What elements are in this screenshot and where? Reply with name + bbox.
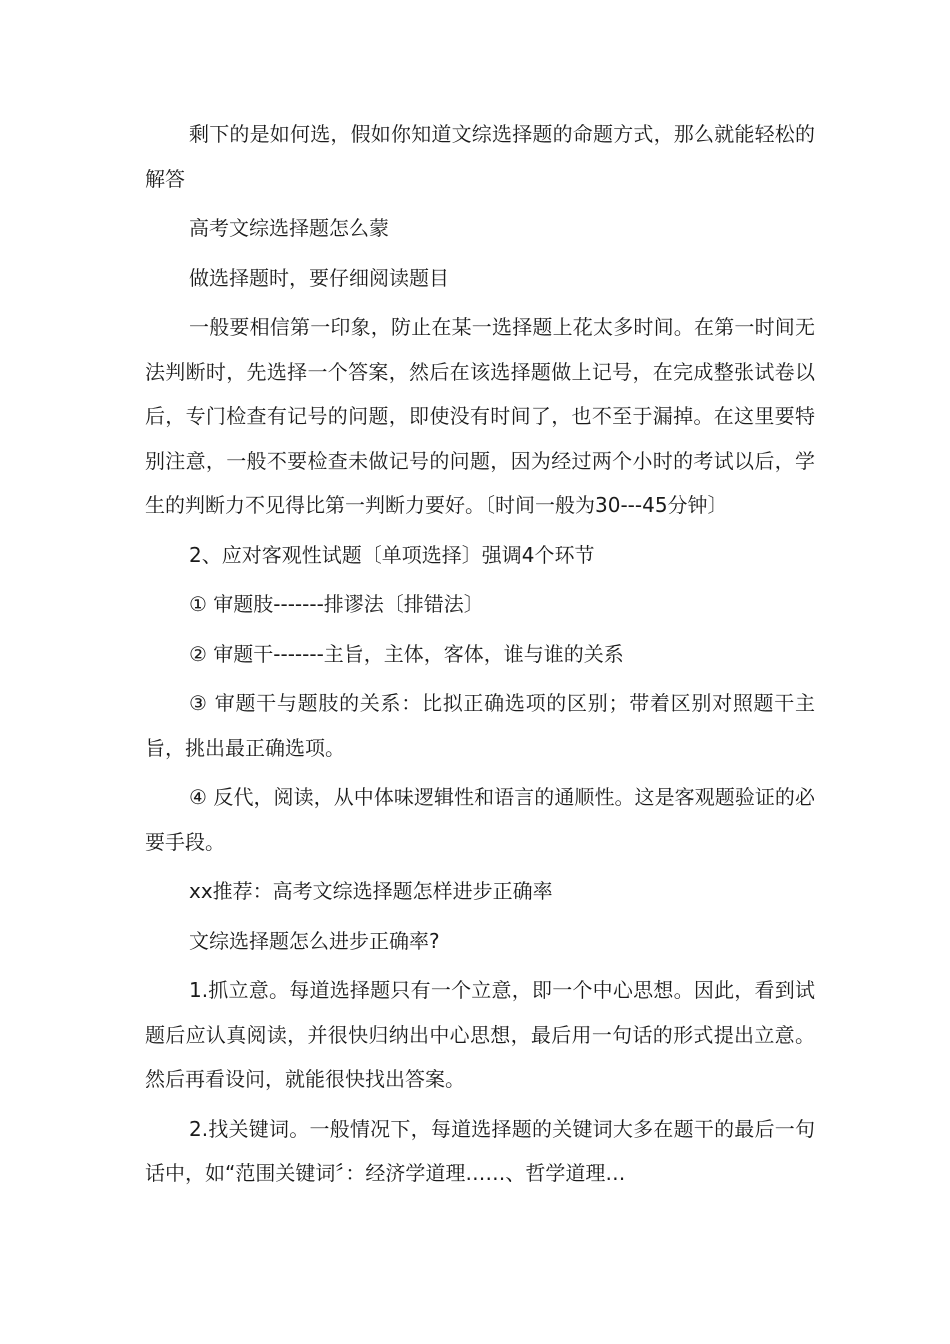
paragraph-11: 文综选择题怎么进步正确率? — [189, 928, 440, 953]
paragraph-6: ① 审题肢-------排谬法〔排错法〕 — [189, 592, 484, 616]
paragraph-5: 2、应对客观性试题〔单项选择〕强调4个环节 — [189, 542, 595, 567]
paragraph-10: xx推荐：高考文综选择题怎样进步正确率 — [189, 879, 553, 903]
paragraph-4: 一般要相信第一印象，防止在某一选择题上花太多时间。在第一时间无法判断时，先选择一个答案，然后在该选择题做上记号，在完成整张试卷以后，专门检查有记号的问题，即使没有时间了，也不至于漏掉。在这里要特别注意，一般不要检查未做记号的问题，因为经过两个小时的考试以后，学生的判断力不见得比第一判断力要好。〔时间一般为30---45分钟〕 — [145, 315, 815, 517]
document-body — [145, 112, 815, 1201]
paragraph-12: 1.抓立意。每道选择题只有一个立意，即一个中心思想。因此，看到试题后应认真阅读，并很快归纳出中心思想，最后用一句话的形式提出立意。然后再看设问，就能很快找出答案。 — [145, 978, 815, 1091]
paragraph-2: 高考文综选择题怎么蒙 — [189, 216, 389, 240]
paragraph-1: 剩下的是如何选，假如你知道文综选择题的命题方式，那么就能轻松的解答 — [145, 122, 815, 191]
paragraph-3: 做选择题时，要仔细阅读题目 — [189, 265, 449, 290]
paragraph-8: ③ 审题干与题肢的关系：比拟正确选项的区别；带着区别对照题干主旨，挑出最正确选项。 — [145, 691, 815, 760]
paragraph-7: ② 审题干-------主旨，主体，客体，谁与谁的关系 — [189, 641, 624, 666]
paragraph-13: 2.找关键词。一般情况下，每道选择题的关键词大多在题干的最后一句话中，如“范围关键词〞：经济学道理……、哲学道理… — [145, 1116, 815, 1185]
paragraph-9: ④ 反代，阅读，从中体味逻辑性和语言的通顺性。这是客观题验证的必要手段。 — [145, 785, 815, 854]
